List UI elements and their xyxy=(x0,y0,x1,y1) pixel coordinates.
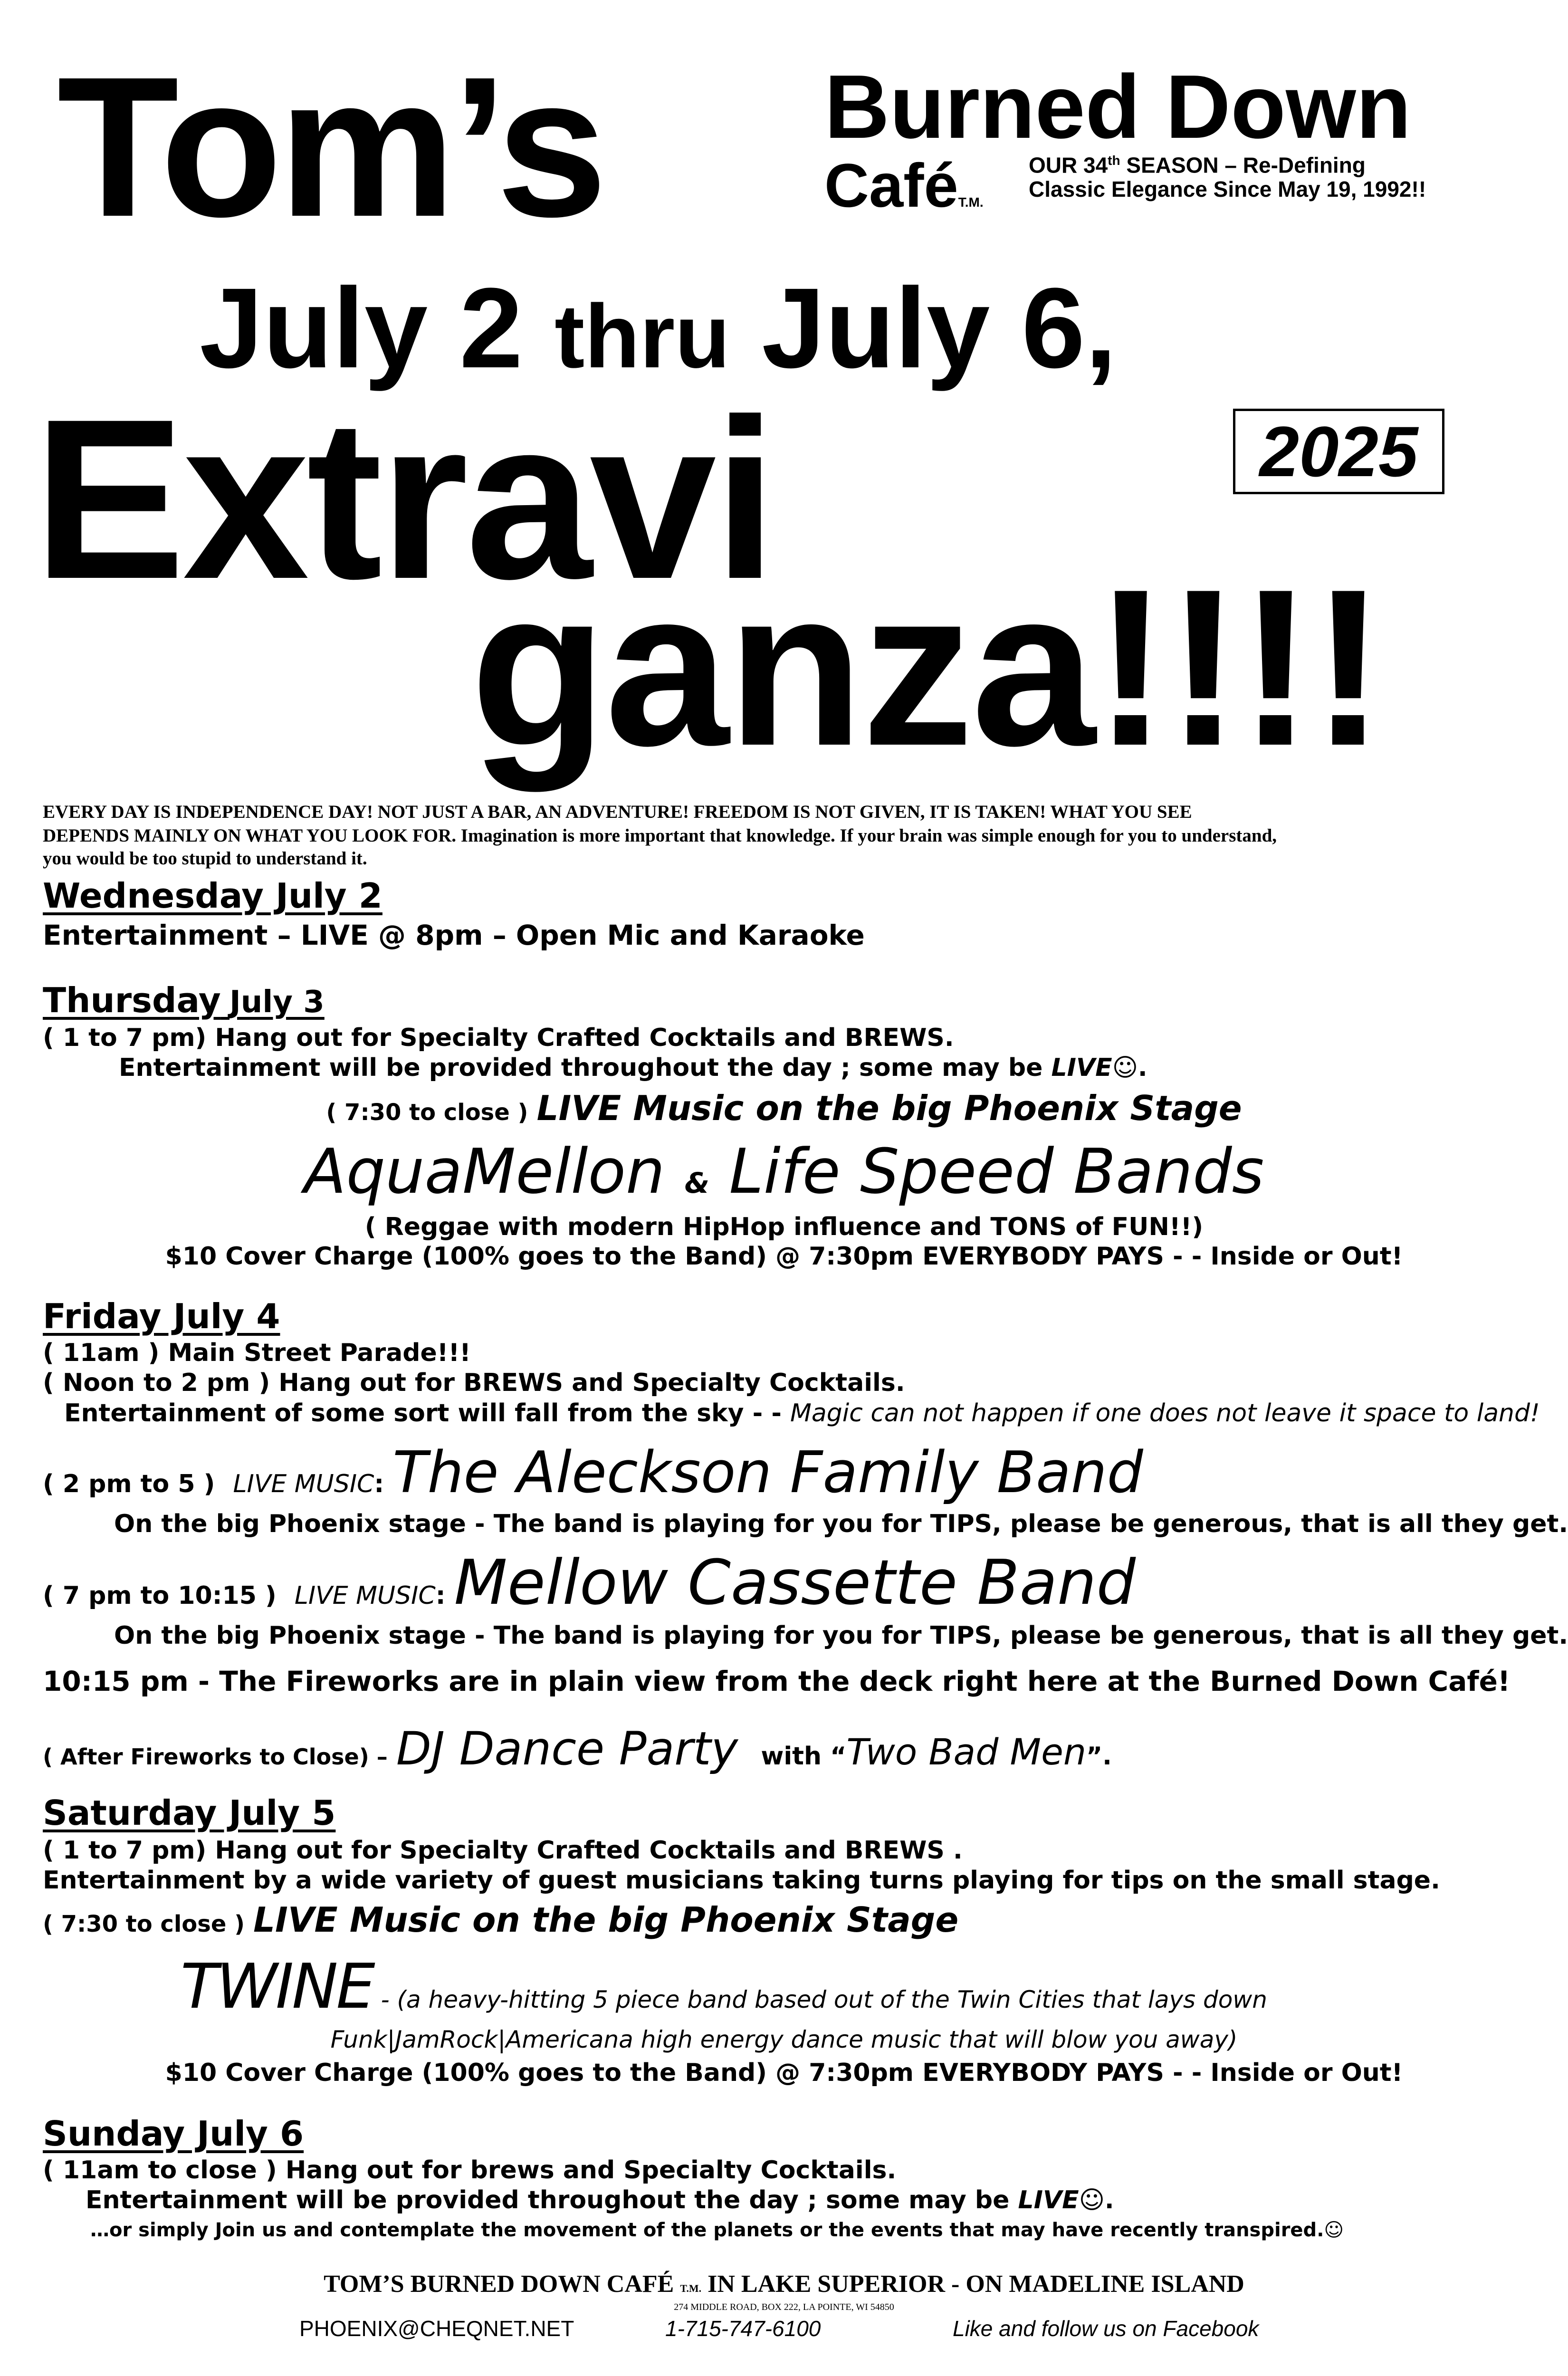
thursday-close: ( 7:30 to close ) LIVE Music on the big Phoenix Stage xyxy=(326,1088,1242,1128)
thursday-entertainment: Entertainment will be provided throughout the day ; some may be LIVE☺. xyxy=(119,1054,1147,1082)
friday-aleckson-tips: On the big Phoenix stage - The band is playing for you for TIPS, please be generous, that is all they get. xyxy=(114,1510,1568,1538)
sunday-heading: Sunday July 6 xyxy=(43,2114,304,2154)
saturday-heading: Saturday July 5 xyxy=(43,1793,336,1833)
saturday-cover: $10 Cover Charge (100% goes to the Band) @ 7:30pm EVERYBODY PAYS - - Inside or Out! xyxy=(165,2059,1403,2087)
band-ampersand: & xyxy=(684,1167,710,1200)
intro-line-3: you would be too stupid to understand it. xyxy=(43,848,367,869)
friday-mellow-tips: On the big Phoenix stage - The band is playing for you for TIPS, please be generous, that is all they get. xyxy=(114,1621,1568,1650)
footer-phone[interactable]: 1-715-747-6100 xyxy=(665,2316,821,2341)
cafe-title xyxy=(824,151,984,233)
intro-line-1: EVERY DAY IS INDEPENDENCE DAY! NOT JUST A BAR, AN ADVENTURE! FREEDOM IS NOT GIVEN, IT IS TAKEN! WHAT YOU SEE xyxy=(43,802,1192,822)
saturday-close: ( 7:30 to close ) LIVE Music on the big Phoenix Stage xyxy=(43,1900,959,1940)
friday-entertainment: Entertainment of some sort will fall from the sky - - Magic can not happen if one does not leave it space to land! xyxy=(64,1399,1540,1428)
dj-dance-party: DJ Dance Party xyxy=(396,1722,738,1775)
cafe-word: Café xyxy=(824,151,958,220)
cafe-tm: T.M. xyxy=(958,195,984,210)
band-aleckson: The Aleckson Family Band xyxy=(392,1440,1143,1506)
intro-line-2: DEPENDS MAINLY ON WHAT YOU LOOK FOR. Imagination is more important that knowledge. If your brain was simple enough for you to understand, xyxy=(43,825,1277,846)
burned-down-title: Burned Down xyxy=(824,57,1411,157)
saturday-twine-desc2: Funk|JamRock|Americana high energy dance music that will blow you away) xyxy=(330,2026,1238,2053)
thursday-bands xyxy=(0,1133,1568,1221)
extravi-title: Extravi xyxy=(33,371,774,626)
sunday-entertainment: Entertainment will be provided throughout the day ; some may be LIVE☺. xyxy=(86,2186,1114,2214)
season-line: OUR 34th SEASON – Re-Defining xyxy=(1029,153,1366,178)
thursday-cover: $10 Cover Charge (100% goes to the Band) @ 7:30pm EVERYBODY PAYS - - Inside or Out! xyxy=(165,1242,1403,1271)
band-twine: TWINE xyxy=(181,1950,373,2022)
footer-email[interactable]: PHOENIX@CHEQNET.NET xyxy=(299,2316,574,2341)
saturday-entertainment: Entertainment by a wide variety of guest musicians taking turns playing for tips on the small stage. xyxy=(43,1866,1440,1895)
footer-address: 274 MIDDLE ROAD, BOX 222, LA POINTE, WI 54850 xyxy=(674,2302,894,2312)
thursday-genre: ( Reggae with modern HipHop influence and TONS of FUN!!) xyxy=(364,1213,1204,1241)
footer-facebook[interactable]: Like and follow us on Facebook xyxy=(953,2316,1259,2341)
ganza-title: ganza!!!! xyxy=(470,543,1384,792)
year: 2025 xyxy=(1259,412,1418,491)
friday-dj-row: ( After Fireworks to Close) – DJ Dance Party with “Two Bad Men”. xyxy=(43,1722,1112,1775)
friday-fireworks: 10:15 pm - The Fireworks are in plain view from the deck right here at the Burned Down Café! xyxy=(43,1665,1511,1697)
band-mellow-cassette: Mellow Cassette Band xyxy=(454,1546,1136,1619)
band-aquamellon: AquaMellon xyxy=(304,1135,665,1207)
sunday-hangout: ( 11am to close ) Hang out for brews and Specialty Cocktails. xyxy=(43,2156,897,2184)
sunday-planets: …or simply Join us and contemplate the movement of the planets or the events that may have recently transpired.☺ xyxy=(90,2219,1344,2241)
friday-mellow-row: ( 7 pm to 10:15 ) LIVE MUSIC: Mellow Cassette Band xyxy=(43,1546,1136,1619)
toms-title: Tom’s xyxy=(57,36,604,259)
saturday-twine-row: TWINE - (a heavy-hitting 5 piece band based out of the Twin Cities that lays down xyxy=(181,1950,1267,2022)
band-life-speed: Life Speed Bands xyxy=(729,1135,1264,1207)
wednesday-heading: Wednesday July 2 xyxy=(43,876,382,916)
friday-noon: ( Noon to 2 pm ) Hang out for BREWS and Specialty Cocktails. xyxy=(43,1369,905,1397)
since-line: Classic Elegance Since May 19, 1992!! xyxy=(1029,177,1426,201)
event-dates: July 2 thru July 6, xyxy=(200,264,1117,392)
saturday-hangout: ( 1 to 7 pm) Hang out for Specialty Crafted Cocktails and BREWS . xyxy=(43,1836,963,1865)
wednesday-entertainment: Entertainment – LIVE @ 8pm – Open Mic and Karaoke xyxy=(43,919,865,951)
friday-heading: Friday July 4 xyxy=(43,1296,280,1336)
friday-aleckson-row: ( 2 pm to 5 ) LIVE MUSIC: The Aleckson Family Band xyxy=(43,1440,1143,1506)
footer-name: TOM’S BURNED DOWN CAFÉ T.M. IN LAKE SUPERIOR - ON MADELINE ISLAND xyxy=(324,2271,1244,2298)
friday-parade: ( 11am ) Main Street Parade!!! xyxy=(43,1339,471,1367)
thursday-heading: Thursday July 3 xyxy=(43,980,325,1020)
thursday-hangout: ( 1 to 7 pm) Hang out for Specialty Crafted Cocktails and BREWS. xyxy=(43,1024,954,1052)
